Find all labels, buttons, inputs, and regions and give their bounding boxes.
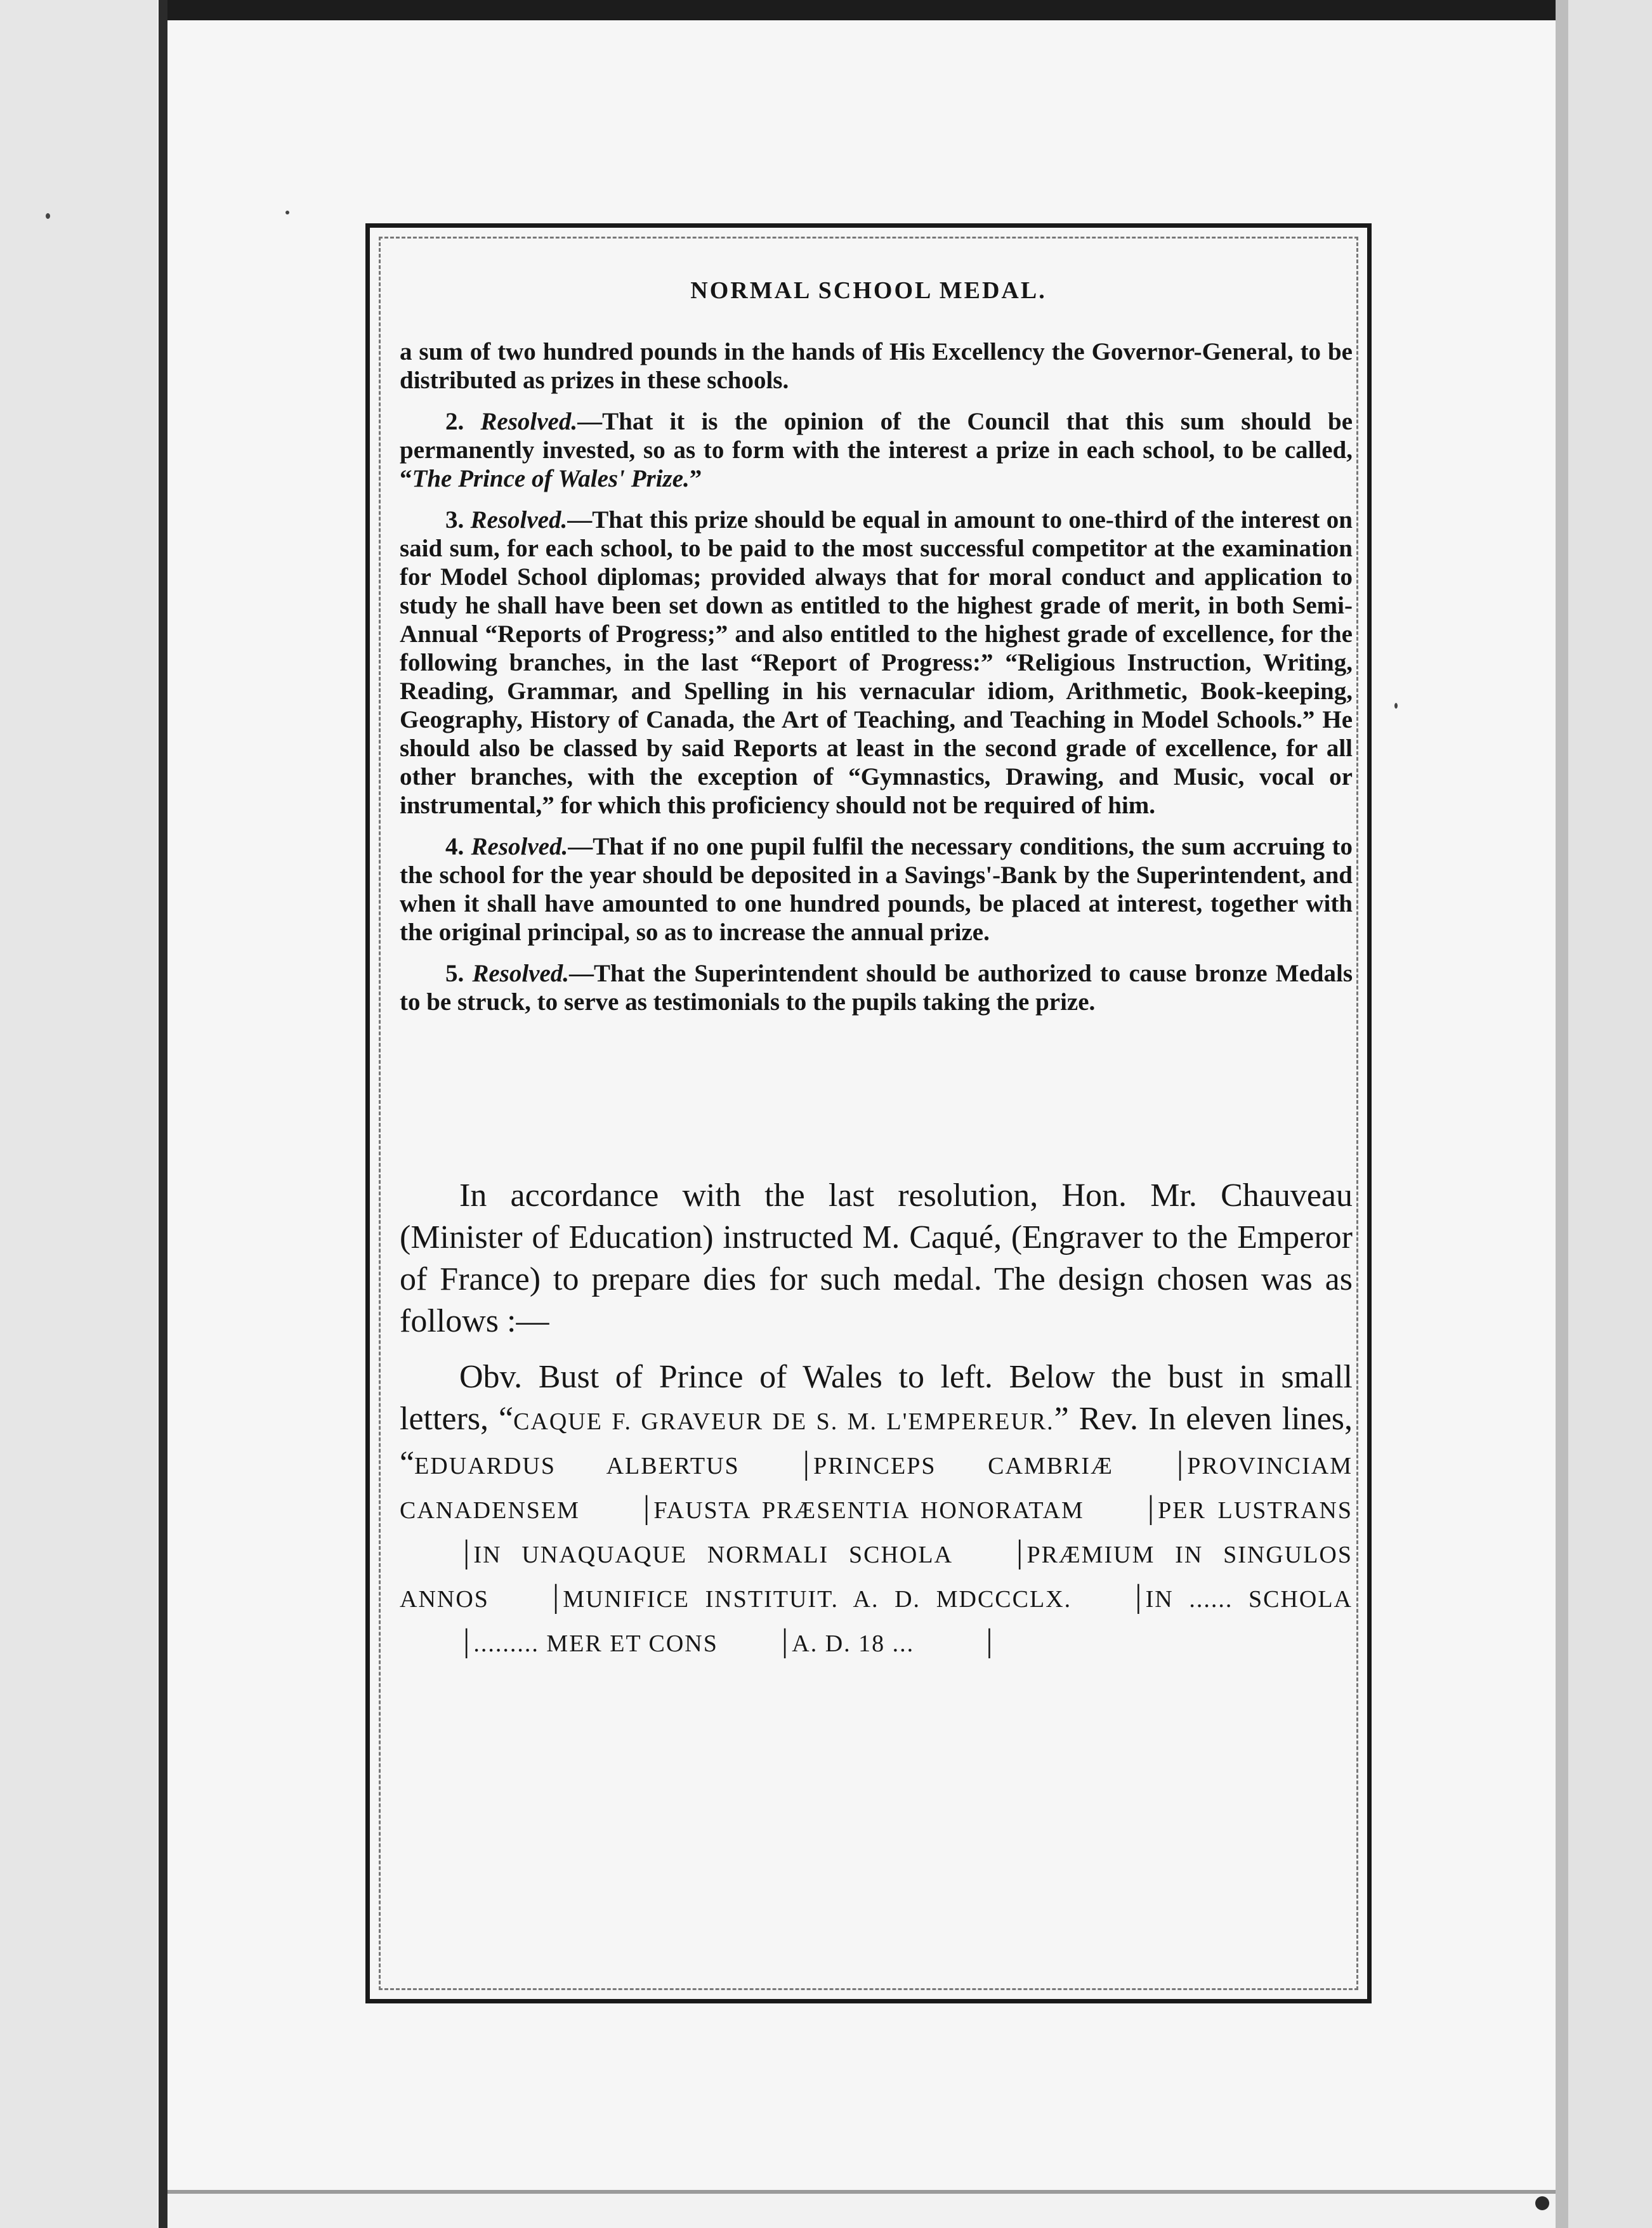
reverse-line: EDUARDUS ALBERTUS (414, 1453, 740, 1479)
line-divider: | (1176, 1445, 1184, 1481)
line-divider: | (803, 1445, 810, 1481)
scan-right-margin (1567, 0, 1652, 2228)
resolution-text: —That if no one pupil fulfil the necessary conditions, the sum accruing to the school for the year should be deposited in a Savings'-Bank by the Superintendent, and when it shall have amounted to one hundred pounds, be placed at interest, together with the original principal, so as to increase the annual prize. (400, 833, 1353, 946)
line-divider: | (1135, 1578, 1142, 1615)
accordance-paragraph: In accordance with the last resolution, Hon. Mr. Chauveau (Minister of Education) instructed M. Caqué, (Engraver to the Emperor of France) to prepare dies for such medal. The design chosen was as follows :— (400, 1177, 1353, 1339)
reverse-line: PRINCEPS CAMBRIÆ (813, 1453, 1113, 1479)
resolutions-block (400, 337, 1353, 1029)
resolution-4 (400, 832, 1353, 947)
line-divider: | (463, 1623, 470, 1659)
resolution-5 (400, 959, 1353, 1016)
line-divider: | (781, 1623, 789, 1659)
scan-speck (1535, 2196, 1549, 2210)
binding-edge (159, 0, 167, 2228)
reverse-line: IN ...... SCHOLA (1145, 1586, 1353, 1613)
scan-speck (285, 211, 289, 214)
resolution-label: Resolved. (472, 960, 570, 987)
running-head: NORMAL SCHOOL MEDAL. (690, 277, 1047, 304)
intro-paragraph: a sum of two hundred pounds in the hands of His Excellency the Governor-General, to be distributed as prizes in these schools. (400, 338, 1353, 394)
reverse-line: PER LUSTRANS (1158, 1497, 1353, 1524)
resolution-text: —That the Superintendent should be authorized to cause bronze Medals to be struck, to serve as testimonials to the pupils taking the prize. (400, 960, 1353, 1016)
obverse-close: ” (1054, 1401, 1069, 1437)
resolution-3 (400, 506, 1353, 820)
line-divider: | (643, 1490, 650, 1526)
scan-left-margin (0, 0, 157, 2228)
line-divider: | (463, 1534, 470, 1570)
resolution-label: Resolved. (471, 833, 568, 860)
reverse-line: IN UNAQUAQUE NORMALI SCHOLA (473, 1542, 954, 1568)
scan-speck (46, 213, 50, 219)
resolution-number: 3. (445, 506, 464, 534)
line-divider: | (552, 1578, 560, 1615)
obverse-lead: Obv. Bust of Prince of Wales to left. Below the bust in small letters, “ (400, 1359, 1353, 1437)
line-divider: | (1147, 1490, 1155, 1526)
page-right-edge (1556, 0, 1568, 2228)
reverse-line: ......... MER ET CONS (473, 1630, 718, 1657)
resolution-label: Resolved. (470, 506, 568, 534)
medal-description (400, 1356, 1353, 1665)
scan-speck (1394, 703, 1398, 709)
closing-quote: ” (689, 465, 702, 492)
resolution-number: 2. (445, 408, 464, 435)
reverse-line: PRÆMIUM IN SINGULOS ANNOS (400, 1542, 1353, 1613)
reverse-line: MUNIFICE INSTITUIT. A. D. MDCCCLX. (563, 1586, 1072, 1613)
resolution-text: —That this prize should be equal in amount to one-third of the interest on said sum, for each school, to be paid to the most successful competitor at the examination for Model School diplomas; provided always that for moral conduct and application to study he shall have been set down as entitled to the highest grade of merit, in both Semi-Annual “Reports of Progress;” and also entitled to the highest grade of excellence, for the following branches, in the last “Report of Progress:” “Religious Instruction, Writing, Reading, Grammar, and Spelling in his vernacular idiom, Arithmetic, Book-keeping, Geography, History of Canada, the Art of Teaching, and Teaching in Model Schools.” He should also be classed by said Reports at least in the second grade of excellence, for all other branches, with the exception of “Gymnastics, Drawing, and Music, vocal or instrumental,” for which this proficiency should not be required of him. (400, 506, 1353, 819)
reverse-lead: Rev. In eleven lines, “ (400, 1401, 1353, 1481)
reverse-line: FAUSTA PRÆSENTIA HONORATAM (653, 1497, 1084, 1524)
resolution-number: 5. (445, 960, 464, 987)
reverse-line: PROVINCIAM CANADENSEM (400, 1453, 1353, 1524)
body-text (400, 1175, 1353, 1679)
resolution-text: —That it is the opinion of the Council that this sum should be permanently invested, so as to form with the interest a prize in each school, to be called, “ (400, 408, 1353, 492)
prize-title: The Prince of Wales' Prize. (412, 465, 690, 492)
resolution-label: Resolved. (480, 408, 578, 435)
line-divider: | (1016, 1534, 1023, 1570)
resolution-number: 4. (445, 833, 464, 860)
obverse-inscription: CAQUE F. GRAVEUR DE S. M. L'EMPEREUR. (513, 1408, 1054, 1435)
scan-top-edge (167, 0, 1652, 20)
reverse-close: | (986, 1623, 993, 1659)
resolution-2 (400, 407, 1353, 493)
reverse-line: A. D. 18 ... (792, 1630, 915, 1657)
